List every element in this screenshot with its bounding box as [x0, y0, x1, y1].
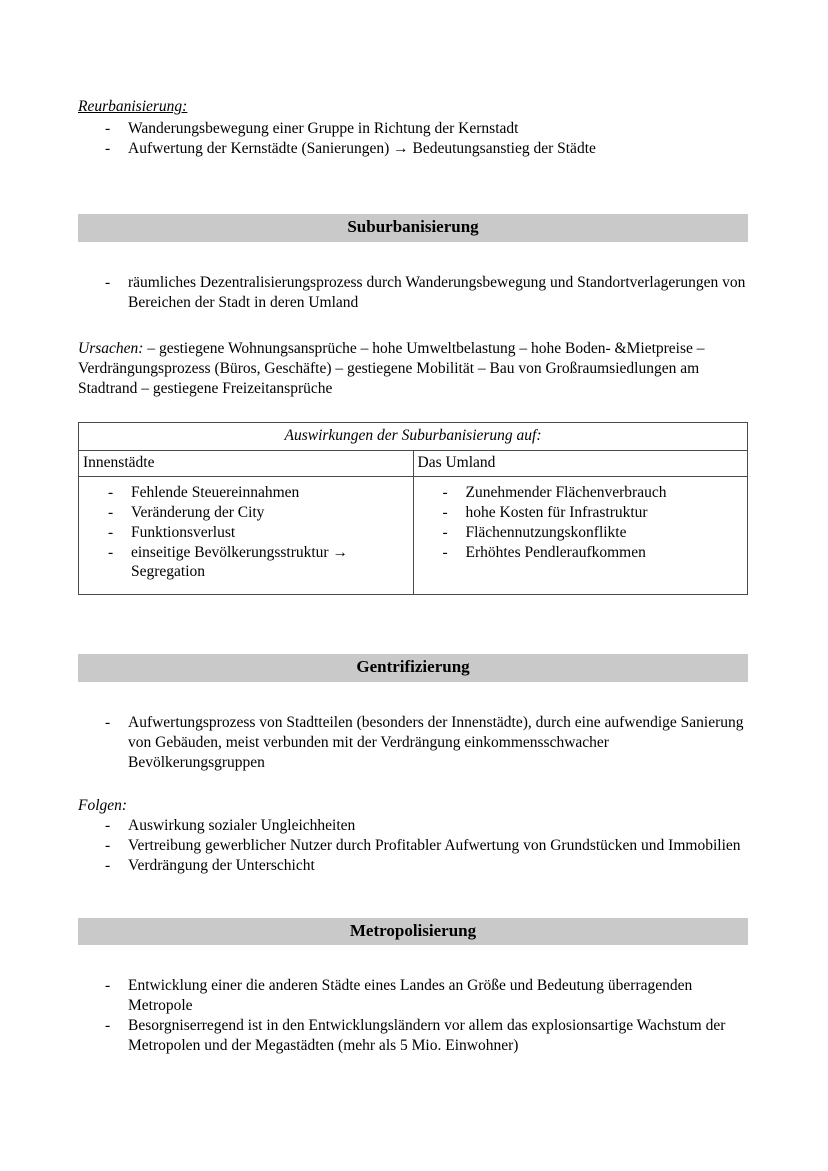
list-item: [105, 543, 409, 583]
table-caption: Auswirkungen der Suburbanisierung auf:: [79, 423, 748, 451]
dash-marker: -: [105, 837, 111, 855]
umland-list: [418, 483, 744, 562]
list-item: [105, 523, 409, 543]
list-item-text: Aufwertung der Kernstädte (Sanierungen) → Bedeutungsanstieg der Städte: [128, 139, 596, 157]
dash-marker: -: [105, 817, 111, 835]
dash-marker: -: [108, 543, 114, 561]
list-item: [102, 139, 748, 159]
dash-marker: -: [105, 274, 111, 292]
table-cell-umland: [413, 477, 748, 595]
ursachen-text: – gestiegene Wohnungsansprüche – hohe Umweltbelastung – hohe Boden- &Mietpreise – Verdrängungsprozess (Büros, Geschäfte) – gestiegene Mobilität – Bau von Großraumsiedlungen am Stadtrand – gestiegene Freizeitansprüche: [78, 339, 705, 397]
list-item: [102, 273, 748, 313]
list-item: [440, 503, 744, 523]
dash-marker: -: [442, 503, 448, 521]
list-item: [102, 713, 748, 772]
dash-marker: -: [442, 484, 448, 502]
list-item-text: einseitige Bevölkerungsstruktur → Segregation: [131, 543, 348, 581]
dash-marker: -: [105, 713, 111, 731]
list-item: [102, 856, 748, 876]
folgen-list: [78, 816, 748, 875]
section-header-suburbanisierung: Suburbanisierung: [78, 214, 748, 242]
dash-marker: -: [108, 503, 114, 521]
dash-marker: -: [108, 523, 114, 541]
dash-marker: -: [105, 139, 111, 157]
table-col-header-umland: Das Umland: [413, 451, 748, 477]
list-item-text: Veränderung der City: [131, 503, 265, 521]
innenstaedte-list: [83, 483, 409, 582]
list-item-text: Wanderungsbewegung einer Gruppe in Richtung der Kernstadt: [128, 119, 519, 137]
list-item-text: Erhöhtes Pendleraufkommen: [465, 543, 646, 561]
dash-marker: -: [442, 523, 448, 541]
list-item: [102, 1016, 748, 1056]
section-header-gentrifizierung: Gentrifizierung: [78, 654, 748, 682]
list-item-text: Funktionsverlust: [131, 523, 236, 541]
list-item: [440, 523, 744, 543]
table-col-header-innenstaedte: Innenstädte: [79, 451, 414, 477]
list-item-text: Flächennutzungskonflikte: [465, 523, 627, 541]
list-item: [440, 543, 744, 563]
dash-marker: -: [105, 1017, 111, 1035]
list-item: [105, 483, 409, 503]
section-header-metropolisierung: Metropolisierung: [78, 918, 748, 946]
dash-marker: -: [108, 484, 114, 502]
heading-reurbanisierung: Reurbanisierung:: [78, 98, 188, 115]
list-item-text: Vertreibung gewerblicher Nutzer durch Profitabler Aufwertung von Grundstücken und Immobilien: [128, 837, 741, 855]
list-item-text: Zunehmender Flächenverbrauch: [465, 484, 667, 502]
dash-marker: -: [442, 543, 448, 561]
table-cell-innenstaedte: [79, 477, 414, 595]
list-item-text: Fehlende Steuereinnahmen: [131, 484, 300, 502]
list-item-text: Verdrängung der Unterschicht: [128, 856, 315, 874]
list-item-text: Auswirkung sozialer Ungleichheiten: [128, 817, 356, 835]
ursachen-label: Ursachen:: [78, 339, 144, 357]
list-item-text: räumliches Dezentralisierungsprozess durch Wanderungsbewegung und Standortverlagerungen von Bereichen der Stadt in deren Umland: [128, 274, 746, 312]
dash-marker: -: [105, 119, 111, 137]
list-item: [440, 483, 744, 503]
list-item-text: Entwicklung einer die anderen Städte eines Landes an Größe und Bedeutung überragenden Metropole: [128, 977, 693, 1015]
reurbanisierung-list: [78, 119, 748, 159]
suburbanisierung-effects-table: [78, 422, 748, 595]
list-item: [105, 503, 409, 523]
list-item-text: hohe Kosten für Infrastruktur: [465, 503, 648, 521]
list-item-text: Aufwertungsprozess von Stadtteilen (besonders der Innenstädte), durch eine aufwendige Sanierung von Gebäuden, meist verbunden mit der Verdrängung einkommensschwacher Bevölkerungsgruppen: [128, 713, 744, 771]
list-item: [102, 836, 748, 856]
dash-marker: -: [105, 977, 111, 995]
list-item: [102, 816, 748, 836]
list-item: [102, 119, 748, 139]
gentrifizierung-list: [78, 713, 748, 772]
list-item-text: Besorgniserregend ist in den Entwicklungsländern vor allem das explosionsartige Wachstum der Metropolen und der Megastädten (mehr als 5 Mio. Einwohner): [128, 1017, 726, 1054]
ursachen-paragraph: [78, 339, 748, 398]
folgen-label: Folgen:: [78, 797, 128, 815]
list-item: [102, 976, 748, 1016]
suburbanisierung-list: [78, 273, 748, 313]
dash-marker: -: [105, 856, 111, 874]
metropolisierung-list: [78, 976, 748, 1055]
